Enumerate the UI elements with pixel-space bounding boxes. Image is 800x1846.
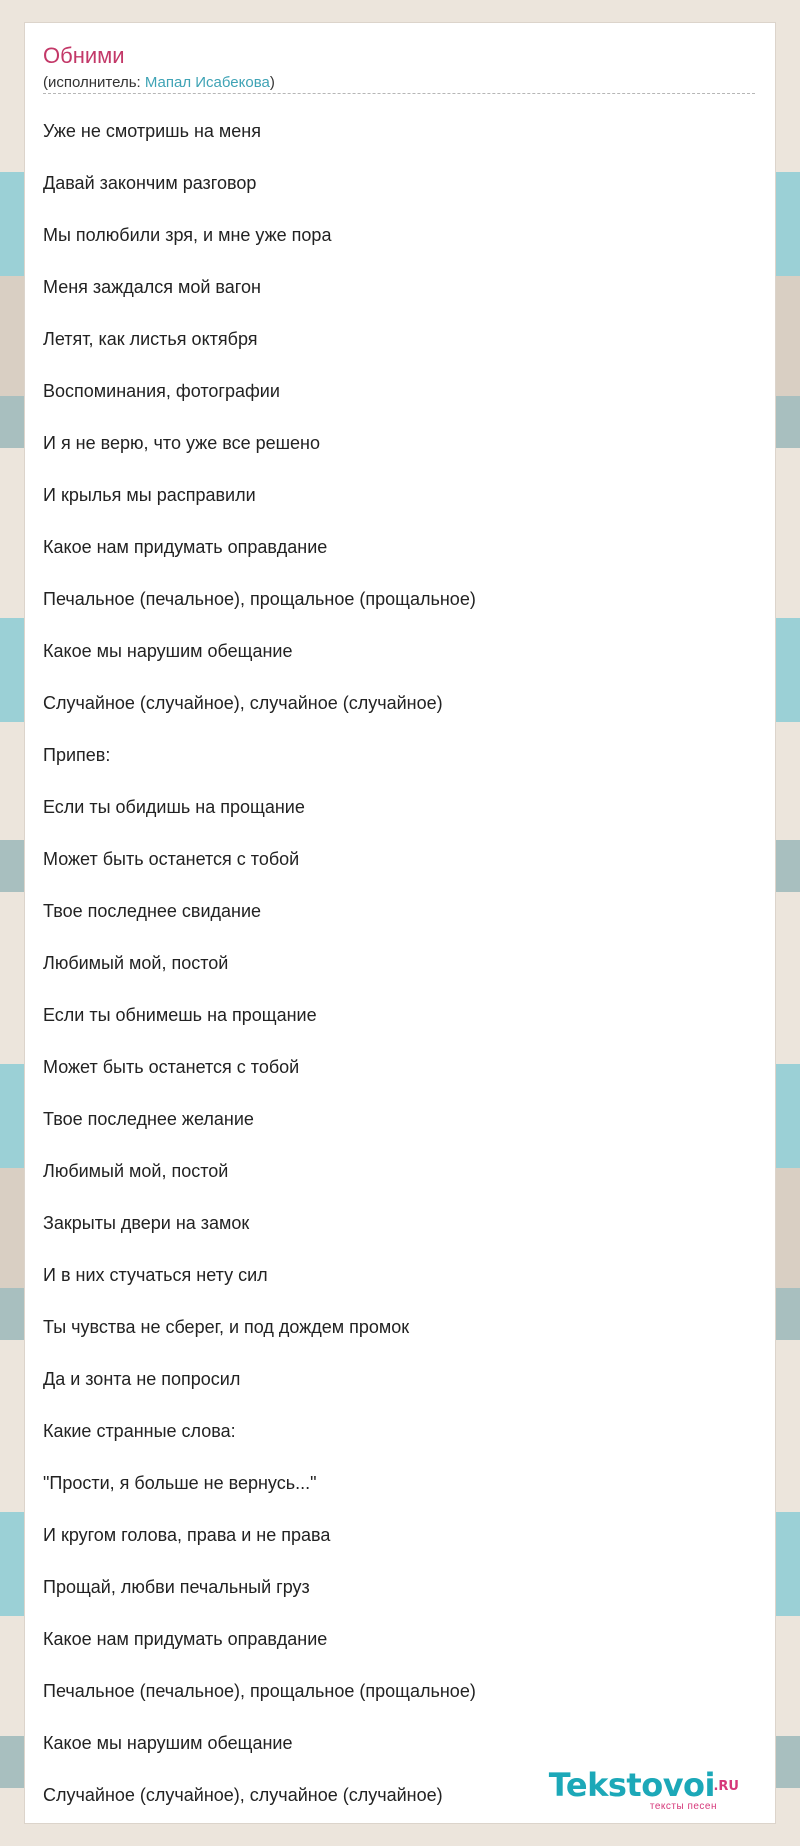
- tekstovoi-logo[interactable]: [539, 1765, 739, 1817]
- lyric-line: Какое мы нарушим обещание: [43, 1733, 293, 1753]
- song-title: Обними: [43, 43, 125, 68]
- lyric-line: Любимый мой, постой: [43, 1161, 229, 1181]
- lyric-line: Воспоминания, фотографии: [43, 381, 280, 401]
- title-divider: [43, 93, 755, 94]
- lyric-line: И я не верю, что уже все решено: [43, 433, 321, 453]
- lyric-line: Ты чувства не сберег, и под дождем промок: [43, 1317, 410, 1337]
- lyric-line: Если ты обидишь на прощание: [43, 797, 305, 817]
- lyric-line: Какое нам придумать оправдание: [43, 1629, 328, 1649]
- lyric-line: "Прости, я больше не вернусь...": [43, 1473, 317, 1493]
- artist-link[interactable]: Мапал Исабекова: [144, 74, 270, 91]
- lyric-line: Если ты обнимешь на прощание: [43, 1005, 317, 1025]
- artist-suffix: ): [269, 74, 275, 91]
- lyric-line: И в них стучаться нету сил: [43, 1265, 268, 1285]
- lyric-line: Какие странные слова:: [43, 1421, 236, 1441]
- lyric-line: Печальное (печальное), прощальное (прощальное): [43, 1681, 476, 1701]
- lyrics-card: [24, 22, 776, 1824]
- lyric-line: И кругом голова, права и не права: [43, 1525, 331, 1545]
- chorus-label: Припев:: [43, 745, 111, 765]
- lyric-line: Может быть останется с тобой: [43, 849, 300, 869]
- lyric-line: Случайное (случайное), случайное (случайное): [43, 693, 443, 713]
- lyric-line: Да и зонта не попросил: [43, 1369, 241, 1389]
- lyric-line: Уже не смотришь на меня: [43, 121, 261, 141]
- logo-domain: .RU: [713, 1779, 739, 1794]
- artist-line: [43, 73, 275, 93]
- lyrics-list: [43, 105, 755, 1821]
- lyric-line: Может быть останется с тобой: [43, 1057, 300, 1077]
- lyric-line: Твое последнее свидание: [43, 901, 262, 921]
- lyric-line: Давай закончим разговор: [43, 173, 257, 193]
- lyric-line: Летят, как листья октября: [43, 329, 258, 349]
- lyric-line: Прощай, любви печальный груз: [43, 1577, 310, 1597]
- lyric-line: Мы полюбили зря, и мне уже пора: [43, 225, 332, 245]
- lyric-line: Случайное (случайное), случайное (случайное): [43, 1785, 443, 1805]
- lyric-line: Какое мы нарушим обещание: [43, 641, 293, 661]
- lyric-line: И крылья мы расправили: [43, 485, 256, 505]
- lyric-line: Твое последнее желание: [43, 1109, 254, 1129]
- logo-tagline: тексты песен: [649, 1801, 717, 1812]
- logo-wordmark: Tekstovoi: [548, 1766, 715, 1804]
- lyric-line: Меня заждался мой вагон: [43, 277, 261, 297]
- lyric-line: Любимый мой, постой: [43, 953, 229, 973]
- lyric-line: Печальное (печальное), прощальное (прощальное): [43, 589, 476, 609]
- lyric-line: Какое нам придумать оправдание: [43, 537, 328, 557]
- artist-prefix: (исполнитель:: [43, 74, 145, 91]
- lyric-line: Закрыты двери на замок: [43, 1213, 250, 1233]
